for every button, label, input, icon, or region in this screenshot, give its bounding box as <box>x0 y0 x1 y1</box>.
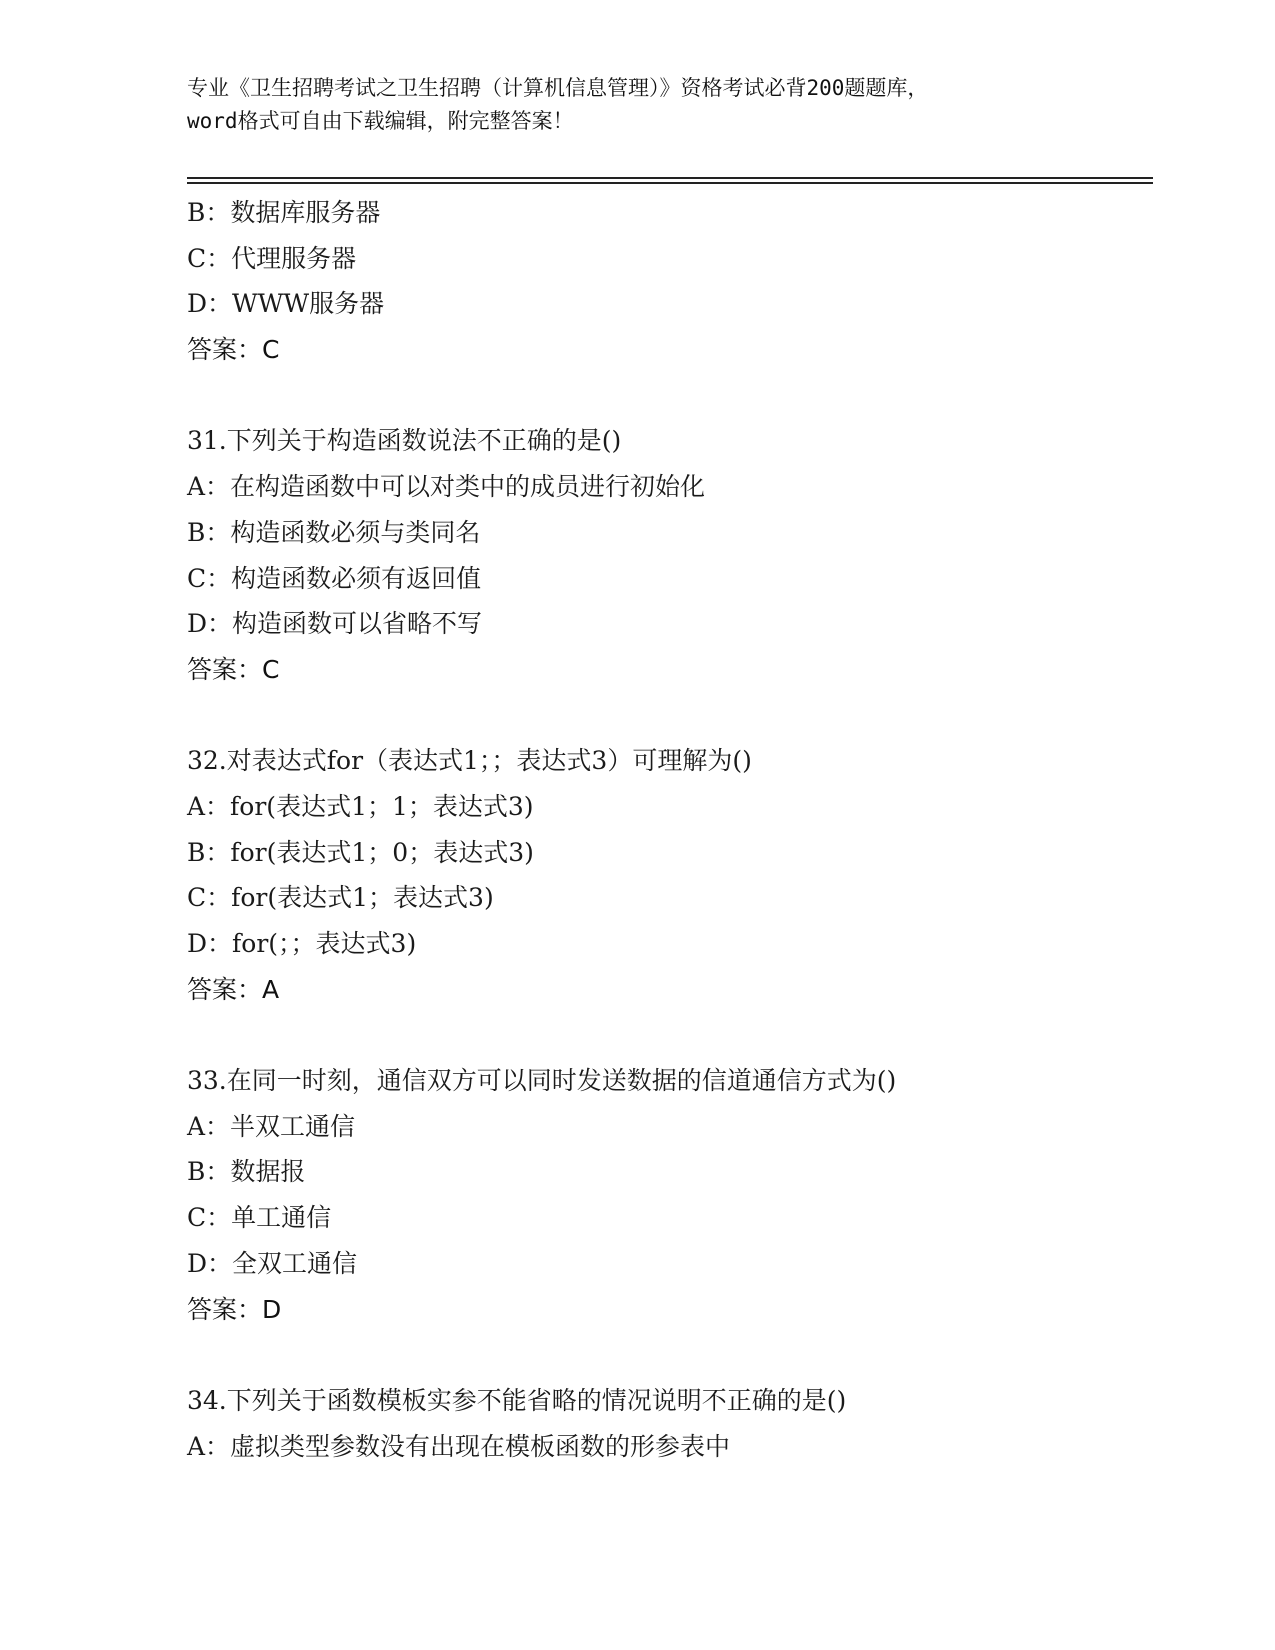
option-d: D：WWW服务器 <box>187 289 385 319</box>
question-block-34 <box>187 1378 1147 1469</box>
answer-line: 答案：A <box>187 974 280 1004</box>
option-b: B：for(表达式1；0；表达式3) <box>187 837 534 867</box>
option-c: C：代理服务器 <box>187 243 357 273</box>
question-block-32 <box>187 738 1147 1012</box>
question-list <box>187 190 1147 1469</box>
option-c: C：构造函数必须有返回值 <box>187 563 482 593</box>
option-a: A：虚拟类型参数没有出现在模板函数的形参表中 <box>187 1431 731 1461</box>
document-header <box>187 72 1087 138</box>
header-title-line-1: 专业《卫生招聘考试之卫生招聘（计算机信息管理）》资格考试必背200题题库， <box>187 76 929 100</box>
option-a: A：for(表达式1；1；表达式3) <box>187 791 534 821</box>
question-block-31 <box>187 418 1147 692</box>
answer-line: 答案：C <box>187 335 280 365</box>
header-divider-top <box>187 177 1153 179</box>
option-d: D：构造函数可以省略不写 <box>187 609 483 639</box>
question-stem: 32.对表达式for（表达式1；；表达式3）可理解为() <box>187 746 752 776</box>
option-a: A：半双工通信 <box>187 1111 356 1141</box>
question-spacer <box>187 693 1147 739</box>
option-b: B：构造函数必须与类同名 <box>187 517 481 547</box>
answer-line: 答案：D <box>187 1294 282 1324</box>
option-b: B：数据报 <box>187 1157 306 1187</box>
option-b: B：数据库服务器 <box>187 198 381 227</box>
question-spacer <box>187 373 1147 419</box>
question-spacer <box>187 1012 1147 1058</box>
question-stem: 33.在同一时刻，通信双方可以同时发送数据的信道通信方式为() <box>187 1066 897 1096</box>
question-stem: 34.下列关于函数模板实参不能省略的情况说明不正确的是() <box>187 1385 847 1415</box>
option-c: C：单工通信 <box>187 1203 332 1233</box>
question-block-30 <box>187 190 1147 373</box>
answer-line: 答案：C <box>187 654 280 684</box>
header-title-line-2: word格式可自由下载编辑，附完整答案！ <box>187 109 574 133</box>
option-c: C：for(表达式1；表达式3) <box>187 883 494 913</box>
question-stem: 31.下列关于构造函数说法不正确的是() <box>187 426 622 456</box>
option-d: D：全双工通信 <box>187 1248 358 1278</box>
question-spacer <box>187 1332 1147 1378</box>
option-a: A：在构造函数中可以对类中的成员进行初始化 <box>187 472 706 502</box>
option-d: D：for(；；表达式3) <box>187 929 417 958</box>
question-block-33 <box>187 1058 1147 1332</box>
header-divider-bottom <box>187 182 1153 184</box>
